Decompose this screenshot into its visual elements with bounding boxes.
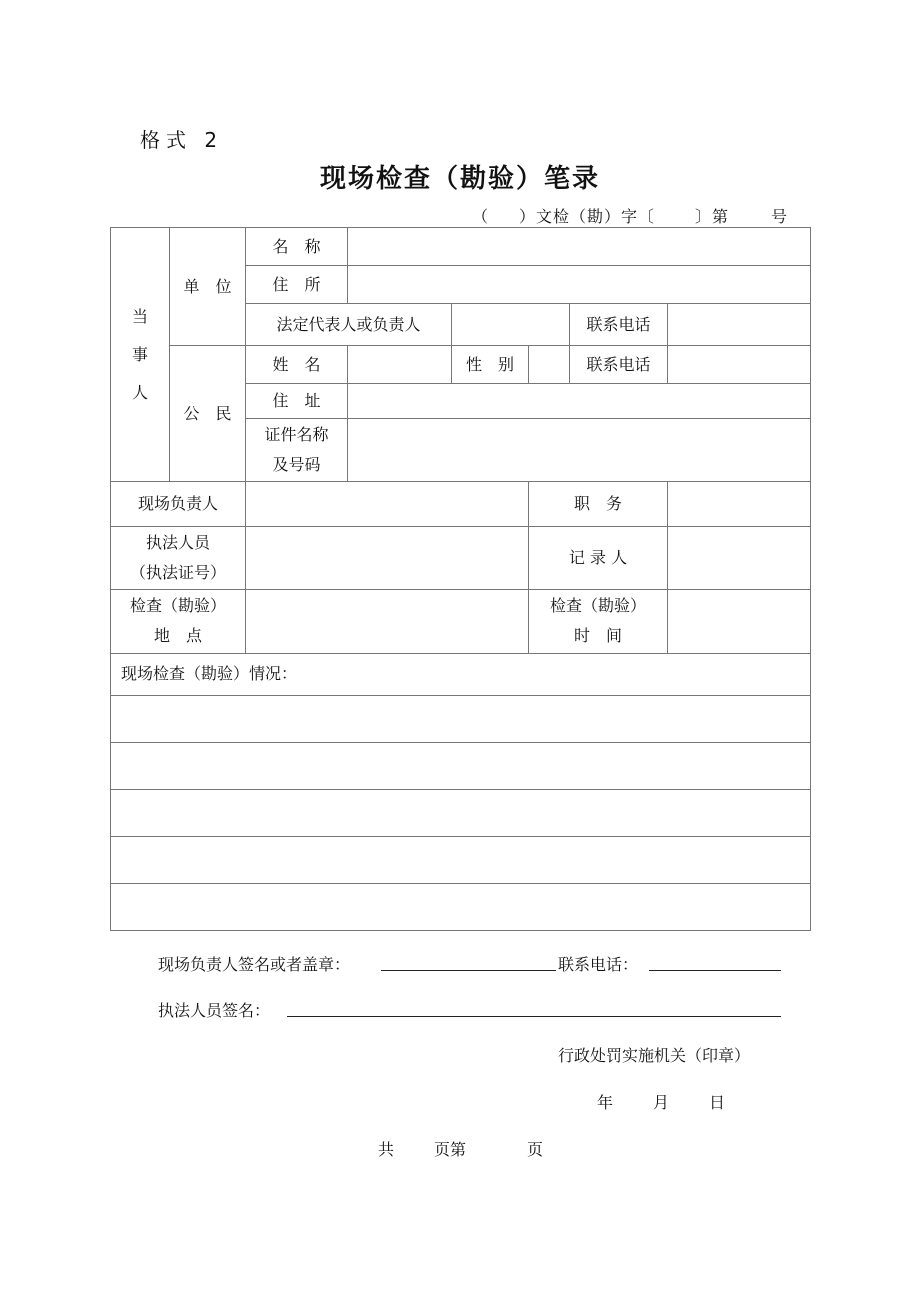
situation-line-1[interactable] (111, 695, 811, 742)
citizen-phone-field[interactable] (668, 346, 811, 384)
pages-end-label: 页 (527, 1140, 544, 1159)
legal-rep-label: 法定代表人或负责人 (246, 304, 452, 346)
id-label: 证件名称 及号码 (246, 419, 348, 482)
authority-seal-label: 行政处罚实施机关（印章） (558, 1046, 751, 1065)
form-title: 现场检查（勘验）笔录 (319, 164, 600, 194)
onsite-person-field[interactable] (246, 482, 529, 527)
address-label: 住 址 (246, 384, 348, 419)
situation-line-2[interactable] (111, 742, 811, 789)
unit-label: 单 位 (170, 228, 246, 346)
date-year-label: 年 (597, 1093, 614, 1112)
situation-label: 现场检查（勘验）情况： (111, 653, 811, 695)
sign-phone-line[interactable] (649, 970, 781, 971)
docno-end: 号 (771, 207, 789, 226)
sign-phone-label: 联系电话： (558, 955, 639, 974)
position-field[interactable] (668, 482, 811, 527)
situation-line-5[interactable] (111, 883, 811, 930)
time-label: 检查（勘验） 时 间 (529, 590, 668, 653)
unit-name-field[interactable] (348, 228, 811, 266)
officer-field[interactable] (246, 527, 529, 590)
situation-line-3[interactable] (111, 789, 811, 836)
recorder-label: 记 录 人 (529, 527, 668, 590)
party-label: 当事人 (111, 228, 170, 482)
onsite-person-label: 现场负责人 (111, 482, 246, 527)
pages-total-label: 共 (378, 1140, 395, 1159)
officer-sign-label: 执法人员签名： (158, 1001, 271, 1020)
onsite-sign-label: 现场负责人签名或者盖章： (158, 955, 351, 974)
position-label: 职 务 (529, 482, 668, 527)
situation-line-4[interactable] (111, 836, 811, 883)
legal-rep-field[interactable] (452, 304, 570, 346)
docno-middle: ）文检（勘）字〔 (519, 207, 656, 226)
document-number (472, 204, 788, 227)
time-field[interactable] (668, 590, 811, 653)
date-day-label: 日 (709, 1093, 726, 1112)
unit-phone-field[interactable] (668, 304, 811, 346)
citizen-phone-label: 联系电话 (570, 346, 668, 384)
recorder-field[interactable] (668, 527, 811, 590)
name-label: 名 称 (246, 228, 348, 266)
docno-open: （ (472, 207, 490, 226)
unit-phone-label: 联系电话 (570, 304, 668, 346)
address-field[interactable] (348, 384, 811, 419)
officer-label: 执法人员 （执法证号） (111, 527, 246, 590)
date-month-label: 月 (653, 1093, 670, 1112)
place-field[interactable] (246, 590, 529, 653)
docno-seq: 〕第 (695, 207, 730, 226)
format-label: 格式 2 (140, 128, 224, 152)
id-field[interactable] (348, 419, 811, 482)
place-label: 检查（勘验） 地 点 (111, 590, 246, 653)
inspection-form-table (110, 227, 811, 931)
residence-label: 住 所 (246, 266, 348, 304)
person-name-label: 姓 名 (246, 346, 348, 384)
pages-current-label: 页第 (434, 1140, 467, 1159)
residence-field[interactable] (348, 266, 811, 304)
gender-field[interactable] (529, 346, 570, 384)
person-name-field[interactable] (348, 346, 452, 384)
citizen-label: 公 民 (170, 346, 246, 482)
onsite-sign-line[interactable] (381, 970, 556, 971)
officer-sign-line[interactable] (287, 1016, 781, 1017)
gender-label: 性 别 (452, 346, 529, 384)
